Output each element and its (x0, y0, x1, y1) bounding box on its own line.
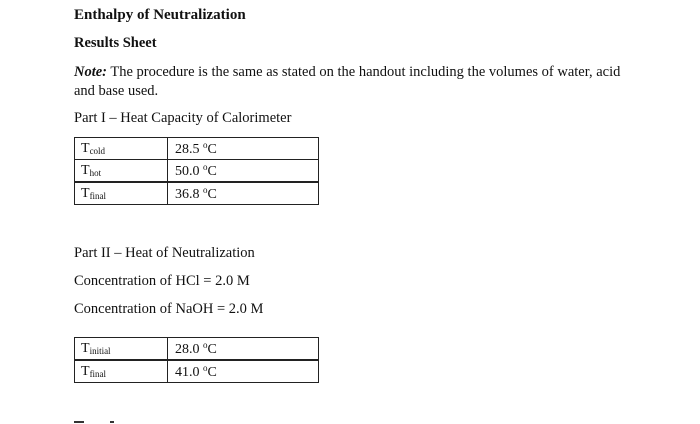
cut-off-text-fragment (74, 421, 84, 423)
part1-heading: Part I – Heat Capacity of Calorimeter (74, 110, 292, 126)
heat-capacity-table (74, 137, 319, 205)
document-subtitle: Results Sheet (74, 35, 157, 51)
cut-off-text-fragment (110, 421, 114, 423)
temperature-value: 50.0 $^o$C (168, 160, 319, 183)
temperature-value: 41.0 $^o$C (168, 360, 319, 383)
table-row (75, 182, 319, 205)
temperature-label: $T_{cold}$ (75, 138, 168, 160)
temperature-value: 36.8 $^o$C (168, 182, 319, 205)
temperature-label: $T_{initial}$ (75, 338, 168, 361)
temperature-label: $T_{final}$ (75, 182, 168, 205)
temperature-label: $T_{hot}$ (75, 160, 168, 183)
naoh-concentration: Concentration of NaOH = 2.0 M (74, 301, 264, 317)
temperature-value: 28.5 $^o$C (168, 138, 319, 160)
table-row (75, 160, 319, 183)
note-label: Note: (74, 64, 108, 80)
table-row (75, 138, 319, 160)
part2-heading: Part II – Heat of Neutralization (74, 245, 255, 261)
procedure-note (74, 63, 644, 101)
temperature-label: $T_{final}$ (75, 360, 168, 383)
table-row (75, 360, 319, 383)
table-row (75, 338, 319, 361)
temperature-value: 28.0 $^o$C (168, 338, 319, 361)
hcl-concentration: Concentration of HCl = 2.0 M (74, 273, 250, 289)
neutralization-table (74, 337, 319, 383)
note-text: The procedure is the same as stated on the handout including the volumes of water, acid and base used. (74, 64, 621, 99)
document-title: Enthalpy of Neutralization (74, 7, 246, 23)
